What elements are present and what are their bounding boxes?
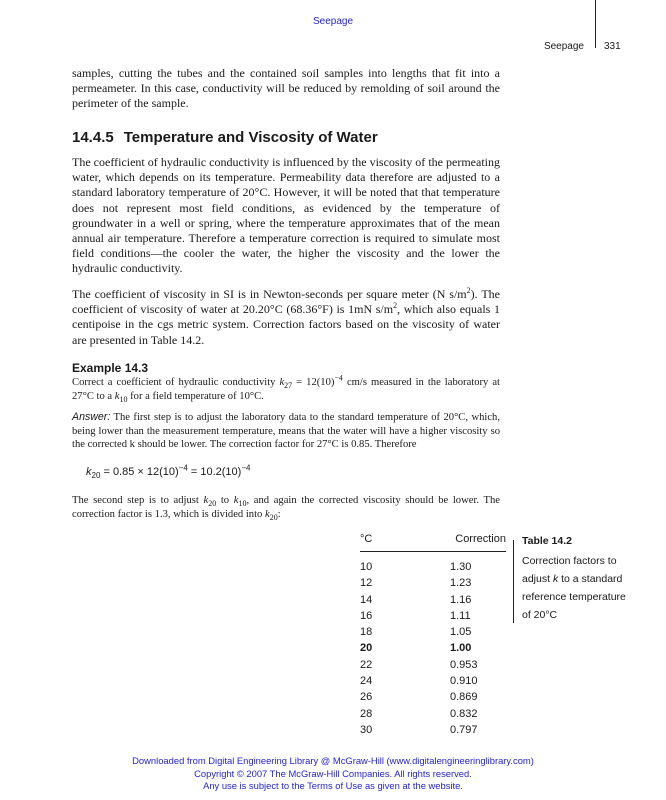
table-body — [360, 560, 506, 739]
table-row — [360, 690, 506, 706]
cell-correction: 1.11 — [450, 609, 471, 622]
example-heading: Example 14.3 — [72, 361, 149, 375]
cell-correction: 0.910 — [450, 675, 478, 688]
cell-correction: 1.00 — [450, 642, 472, 655]
example-answer: Answer: The first step is to adjust the laboratory data to the standard temperature of 20°C, which, being lower than the measurement temperature, means that the water will have a higher viscosity so the corrected k should be lower. The correction factor for 27°C is 0.85. Therefore — [72, 411, 500, 451]
header-divider — [595, 0, 596, 48]
footer-download-link[interactable]: Downloaded from Digital Engineering Library @ McGraw-Hill (www.digitalengineeringlibrary.com) — [132, 755, 534, 766]
table-caption-title: Table 14.2 — [522, 535, 572, 547]
body-paragraph-1: The coefficient of hydraulic conductivity is influenced by the viscosity of the permeating water, which depends on its temperature. Permeability data therefore are adjusted to a standard laboratory temperature of 20°C. However, it will be noted that that temperature does not represent most field conditions, as evidenced by the temperature of groundwater in a well or spring, where the temperature approximates that of the mean annual air temperature. Therefore a temperature correction is required to simulate most field conditions—the cooler the water, the higher the viscosity and the lower the hydraulic conductivity. — [72, 155, 500, 276]
table-row — [360, 576, 506, 592]
running-title: Seepage — [543, 41, 584, 52]
cell-temperature: 22 — [360, 658, 373, 671]
page-number: 331 — [604, 41, 621, 52]
cell-correction: 0.869 — [450, 691, 478, 704]
footer-copyright: Copyright © 2007 The McGraw-Hill Companies. All rights reserved. — [194, 767, 472, 779]
cell-correction: 1.16 — [450, 593, 472, 606]
cell-temperature: 18 — [360, 626, 373, 639]
section-number: 14.4.5 — [72, 129, 114, 146]
cell-correction: 1.05 — [450, 626, 472, 639]
table-row — [360, 707, 506, 723]
cell-temperature: 12 — [360, 577, 373, 590]
equation: $k_{20} = 0.85 \times 12(10)^{-4} = 10.2(10)^{-4}$ — [86, 463, 251, 481]
answer-label: Answer: — [72, 411, 111, 423]
table-row — [360, 674, 506, 690]
table-row — [360, 609, 506, 625]
table-header — [360, 533, 506, 549]
table-row — [360, 560, 506, 576]
table-caption: Correction factors to adjust k to a standard reference temperature of 20°C — [522, 555, 626, 621]
cell-temperature: 20 — [360, 642, 373, 655]
cell-temperature: 10 — [360, 561, 373, 573]
correction-table — [360, 533, 506, 739]
cell-correction: 1.23 — [450, 577, 472, 590]
example-problem: Correct a coefficient of hydraulic conductivity $k_{27} = 12(10)^{-4}$ cm/s measured in the laboratory at 27°C to a $k_{10}$ for a field temperature of 10°C. — [72, 373, 500, 404]
example-second-step: The second step is to adjust $k_{20}$ to $k_{10}$, and again the corrected viscosity should be lower. The correction factor is 1.3, which is divided into $k_{20}$: — [72, 495, 500, 522]
section-heading — [72, 129, 378, 146]
cell-correction: 1.30 — [450, 561, 472, 573]
cell-temperature: 14 — [360, 593, 373, 606]
footer — [0, 755, 666, 793]
body-paragraph-2: The coefficient of viscosity in SI is in Newton-seconds per square meter (N $s/m^2$). The coefficient of viscosity of water at 20.20°C (68.36°F) is 1mN $s/m^2$, which also equals 1 centipoise in the cgs metric system. Correction factors based on the viscosity of water are presented in Table 14.2. — [72, 286, 500, 347]
footer-terms-link[interactable]: Any use is subject to the Terms of Use as given at the website. — [203, 780, 463, 791]
cell-temperature: 24 — [360, 675, 373, 688]
cell-temperature: 28 — [360, 707, 373, 720]
table-row — [360, 593, 506, 609]
table-row — [360, 658, 506, 674]
cell-correction: 0.953 — [450, 658, 478, 671]
cell-correction: 0.832 — [450, 707, 478, 720]
col-header-correction: Correction — [455, 533, 506, 545]
table-row — [360, 641, 506, 657]
cell-temperature: 26 — [360, 691, 373, 704]
top-link[interactable]: Seepage — [312, 16, 354, 27]
table-row — [360, 723, 506, 739]
intro-paragraph: samples, cutting the tubes and the contained soil samples into lengths that fit into a permeameter. In this case, conductivity will be reduced by remolding of soil around the perimeter of the sample. — [72, 66, 500, 111]
section-title: Temperature and Viscosity of Water — [123, 129, 378, 146]
table-row — [360, 625, 506, 641]
cell-correction: 0.797 — [450, 723, 478, 736]
table-header-rule — [360, 551, 506, 552]
col-header-temperature: °C — [360, 533, 373, 545]
cell-temperature: 30 — [360, 723, 373, 736]
cell-temperature: 16 — [360, 609, 373, 622]
caption-divider — [513, 540, 514, 623]
